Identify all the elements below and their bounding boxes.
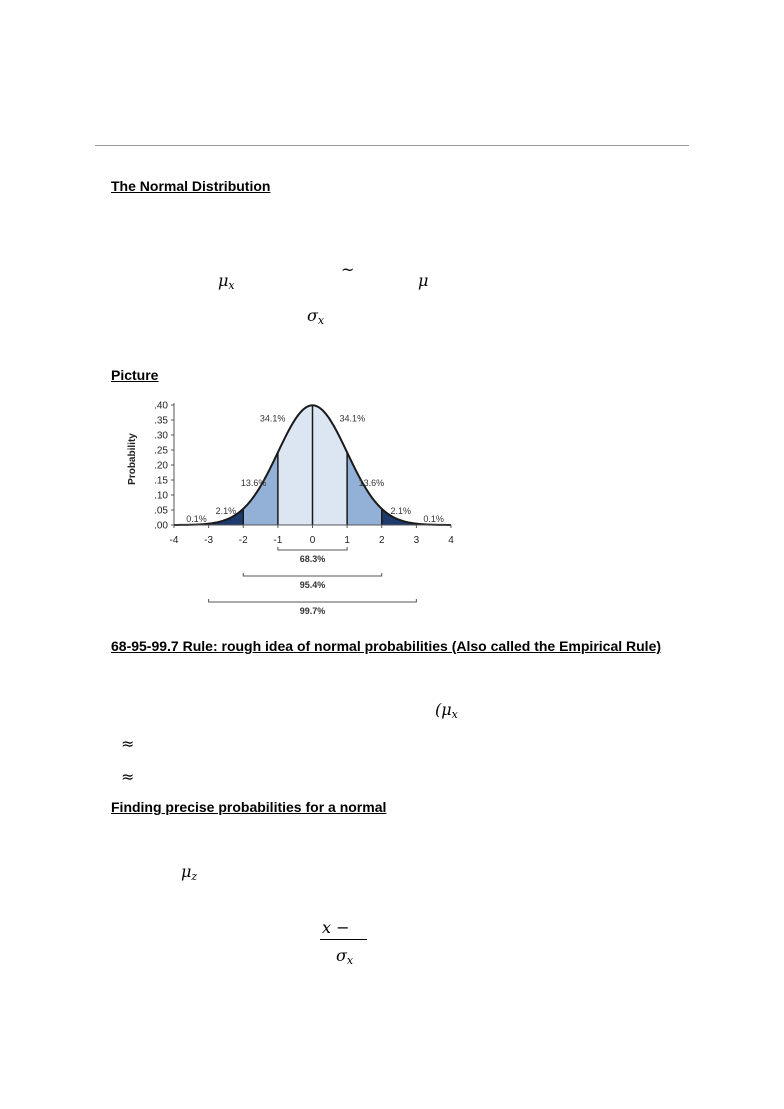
bracket-label: 68.3% xyxy=(299,554,326,564)
x-tick-label: -3 xyxy=(204,535,214,546)
bracket-label: 95.4% xyxy=(299,580,326,590)
x-tick-label: 0 xyxy=(309,535,316,546)
x-tick-labels xyxy=(170,535,455,546)
mu-z-symbol xyxy=(181,862,197,883)
x-tick-label: 1 xyxy=(344,535,350,546)
mu-symbol: μ xyxy=(418,271,429,290)
mu-x-symbol xyxy=(218,271,235,292)
region-percent-label: 2.1% xyxy=(390,506,412,517)
region-percent-label: 13.6% xyxy=(240,478,267,488)
y-tick-label: .05 xyxy=(154,505,168,517)
region-percent-label: 0.1% xyxy=(423,514,444,524)
bracket-line xyxy=(209,599,417,602)
chart-brackets xyxy=(209,547,417,616)
y-tick-label: .20 xyxy=(154,460,168,472)
bracket-label: 99.7% xyxy=(299,606,326,616)
sigma-x-subscript: x xyxy=(317,314,325,327)
bracket-line xyxy=(243,573,382,576)
fraction-bar xyxy=(320,939,367,940)
y-tick-label: .15 xyxy=(154,475,168,487)
denominator-letter: σ xyxy=(336,946,347,965)
paren-mu-x-subscript: x xyxy=(451,708,458,721)
y-tick-label: .25 xyxy=(154,445,168,457)
heading-precise-probabilities: Finding precise probabilities for a normal xyxy=(111,799,387,815)
y-tick-label: .10 xyxy=(154,490,168,502)
bracket-line xyxy=(278,547,347,550)
y-tick-label: .40 xyxy=(154,400,168,412)
approx-symbol-1: ≈ xyxy=(121,734,135,753)
x-tick-label: -4 xyxy=(169,535,179,546)
region-percent-label: 0.1% xyxy=(186,514,207,524)
z-formula-denominator xyxy=(336,946,353,967)
normal-distribution-chart xyxy=(120,393,465,625)
y-axis-label: Probability xyxy=(127,433,138,485)
heading-picture: Picture xyxy=(111,367,159,383)
heading-empirical-rule: 68-95-99.7 Rule: rough idea of normal probabilities (Also called the Empirical Rule) xyxy=(111,638,662,654)
denominator-subscript: x xyxy=(346,954,354,967)
mu-x-subscript: x xyxy=(228,279,235,292)
x-tick-label: -1 xyxy=(273,535,283,546)
y-tick-labels xyxy=(154,401,168,532)
x-tick-label: 4 xyxy=(448,535,454,546)
heading-normal-distribution: The Normal Distribution xyxy=(111,178,271,194)
region-percent-label: 34.1% xyxy=(259,413,286,424)
region-percent-label: 34.1% xyxy=(339,413,366,424)
mu-x-letter: μ xyxy=(218,271,229,290)
x-tick-label: 3 xyxy=(413,535,420,546)
tilde-symbol: ~ xyxy=(341,260,355,279)
sigma-x-letter: σ xyxy=(307,306,318,325)
y-tick-label: .00 xyxy=(154,520,168,532)
region-percent-label: 2.1% xyxy=(215,506,237,517)
x-tick-label: -2 xyxy=(238,535,248,546)
region-percent-label: 13.6% xyxy=(358,478,385,488)
paren-mu-x-letter: (μ xyxy=(435,700,452,719)
sigma-x-symbol xyxy=(307,306,324,327)
y-tick-label: .35 xyxy=(154,415,168,427)
mu-z-subscript: z xyxy=(191,870,198,883)
horizontal-rule xyxy=(95,145,689,146)
mu-z-letter: μ xyxy=(181,862,192,881)
paren-mu-x-symbol xyxy=(435,700,458,721)
y-tick-label: .30 xyxy=(154,430,168,442)
approx-symbol-2: ≈ xyxy=(121,767,135,786)
z-formula-numerator: x − xyxy=(322,918,350,937)
x-tick-label: 2 xyxy=(378,535,385,546)
